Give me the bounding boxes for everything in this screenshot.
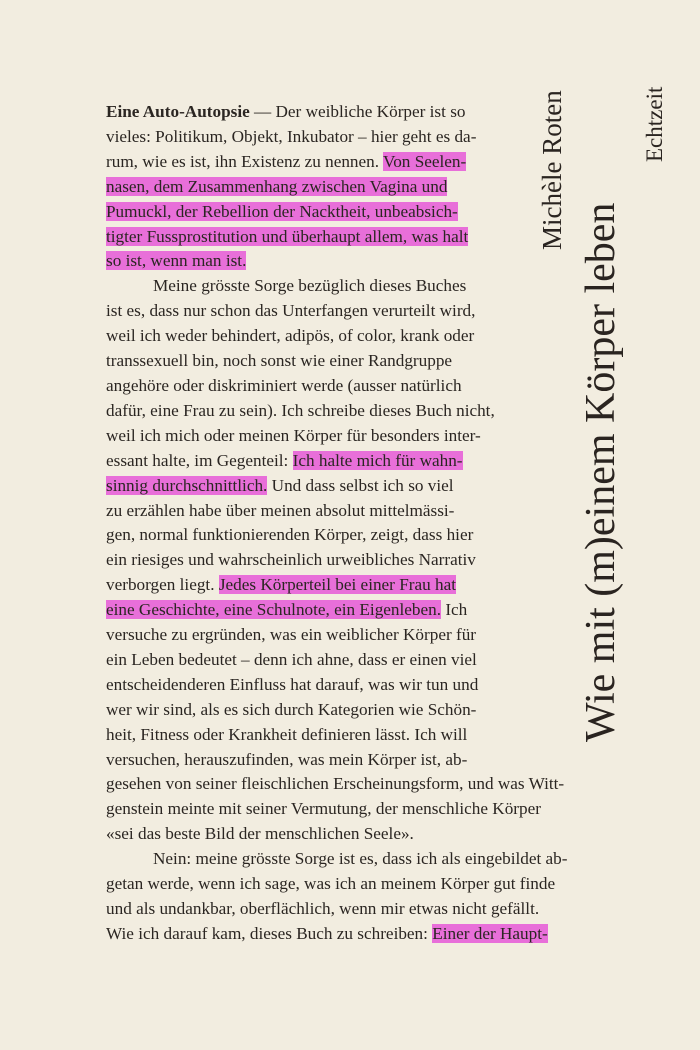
text-line: genstein meinte mit seiner Vermutung, der menschliche Körper — [106, 799, 541, 819]
text-line — [106, 249, 516, 274]
text-line: ist es, dass nur schon das Unterfangen verurteilt wird, — [106, 301, 476, 321]
text-segment: verborgen liegt. — [106, 575, 219, 595]
text-line: angehöre oder diskriminiert werde (ausser natürlich — [106, 375, 462, 395]
text-line: weil ich weder behindert, adipös, of color, krank oder — [106, 326, 475, 346]
text-line: transsexuell bin, noch sonst wie einer Randgruppe — [106, 351, 453, 371]
book-title: Wie mit (m)einem Körper leben — [578, 202, 624, 742]
text-segment: rum, wie es ist, ihn Existenz zu nennen. — [106, 151, 384, 171]
text-line: und als undankbar, oberflächlich, wenn mir etwas nicht gefällt. — [106, 899, 540, 918]
text-segment: Wie ich darauf kam, dieses Buch zu schreiben: — [106, 923, 433, 943]
text-line — [106, 449, 516, 474]
author-name: Michèle Roten — [537, 90, 567, 250]
highlighted-text: eine Geschichte, eine Schulnote, ein Eigenleben. — [106, 600, 442, 620]
text-line — [106, 100, 516, 125]
text-line: vieles: Politikum, Objekt, Inkubator – hier geht es da- — [106, 126, 477, 146]
text-line — [106, 225, 516, 250]
highlighted-text: tigter Fussprostitution und überhaupt allem, was halt — [106, 226, 469, 246]
text-line — [106, 573, 516, 598]
text-line — [106, 922, 616, 947]
text-line: gesehen von seiner fleischlichen Erscheinungsform, und was Witt- — [106, 774, 565, 794]
text-line — [106, 474, 516, 499]
text-line: versuchen, herauszufinden, was mein Körper ist, ab- — [106, 749, 468, 769]
text-line: Meine grösste Sorge bezüglich dieses Buches — [153, 276, 467, 296]
text-line: ein riesiges und wahrscheinlich urweibliches Narrativ — [106, 550, 476, 570]
highlighted-text: Von Seelen- — [383, 151, 467, 171]
text-line: getan werde, wenn ich sage, was ich an meinem Körper gut finde — [106, 874, 556, 894]
text-line — [106, 598, 516, 623]
text-line: weil ich mich oder meinen Körper für besonders inter- — [106, 425, 481, 445]
text-line: wer wir sind, als es sich durch Kategorien wie Schön- — [106, 699, 477, 719]
blurb-lead: Eine Auto-Autopsie — [106, 102, 250, 121]
text-line: heit, Fitness oder Krankheit definieren lässt. Ich will — [106, 724, 468, 744]
publisher-name: Echtzeit — [642, 86, 667, 162]
text-line: entscheidenderen Einfluss hat darauf, was wir tun und — [106, 674, 479, 694]
text-line: versuche zu ergründen, was ein weiblicher Körper für — [106, 625, 477, 645]
text-segment: Ich — [441, 600, 468, 620]
text-line — [106, 150, 516, 175]
highlighted-text: Jedes Körperteil bei einer Frau hat — [218, 575, 457, 595]
text-line: Nein: meine grösste Sorge ist es, dass ich als eingebildet ab- — [153, 849, 568, 869]
highlighted-text: Ich halte mich für wahn- — [292, 450, 463, 470]
highlighted-text: sinnig durchschnittlich. — [106, 475, 268, 495]
text-line: dafür, eine Frau zu sein). Ich schreibe dieses Buch nicht, — [106, 400, 495, 420]
text-line: zu erzählen habe über meinen absolut mittelmässi- — [106, 500, 455, 520]
highlighted-text: Einer der Haupt- — [432, 923, 548, 943]
text-segment: — Der weibliche Körper ist so — [249, 102, 466, 121]
highlighted-text: Pumuckl, der Rebellion der Nacktheit, unbeabsich- — [106, 201, 458, 221]
text-line — [106, 175, 516, 200]
text-line: ein Leben bedeutet – denn ich ahne, dass er einen viel — [106, 649, 477, 669]
highlighted-text: nasen, dem Zusammenhang zwischen Vagina und — [106, 176, 448, 196]
text-segment: Und dass selbst ich so viel — [267, 475, 454, 495]
text-segment: essant halte, im Gegenteil: — [106, 450, 293, 470]
text-line — [106, 200, 516, 225]
text-line: gen, normal funktionierenden Körper, zeigt, dass hier — [106, 525, 474, 545]
highlighted-text: so ist, wenn man ist. — [106, 251, 247, 271]
text-line: «sei das beste Bild der menschlichen Seele». — [106, 824, 414, 844]
